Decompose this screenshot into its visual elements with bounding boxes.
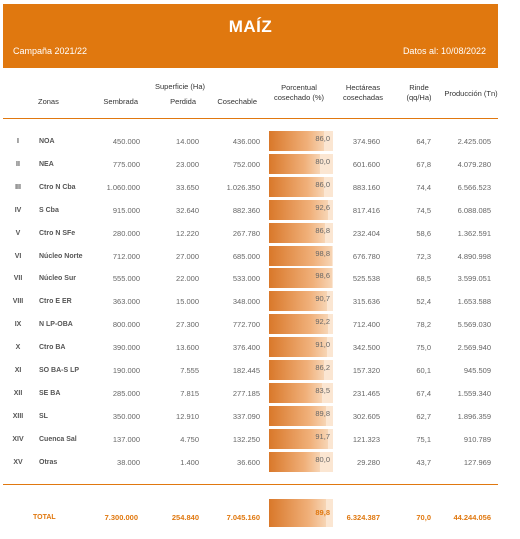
zone-name: Ctro N SFe xyxy=(39,229,76,237)
porcentual-bar xyxy=(269,383,333,403)
zone-number: XI xyxy=(14,367,22,374)
cell-sembrada: 38.000 xyxy=(117,457,140,467)
table-row xyxy=(3,131,498,153)
porcentual-value: 80,0 xyxy=(315,156,330,166)
cell-rinde: 52,4 xyxy=(416,297,431,307)
porcentual-value: 86,8 xyxy=(315,225,330,235)
cell-sembrada: 712.000 xyxy=(112,251,140,261)
zone-number: VIII xyxy=(12,298,24,306)
cell-perdida: 22.000 xyxy=(176,274,199,284)
cell-perdida: 4.750 xyxy=(180,434,199,444)
cell-rinde: 74,4 xyxy=(416,182,431,192)
table-row xyxy=(3,200,498,222)
zone-number: III xyxy=(15,183,21,191)
total-rinde: 70,0 xyxy=(416,513,431,522)
table-row xyxy=(3,383,498,405)
cell-sembrada: 555.000 xyxy=(112,274,140,284)
zone-name: Ctro N Cba xyxy=(39,183,76,191)
cell-hectareas: 157.320 xyxy=(352,366,380,375)
cell-perdida: 13.600 xyxy=(176,343,199,353)
porcentual-bar xyxy=(269,200,333,220)
cell-sembrada: 137.000 xyxy=(112,434,140,444)
porcentual-fill xyxy=(269,154,320,174)
table-row xyxy=(3,268,498,290)
porcentual-value: 92,6 xyxy=(315,202,330,212)
cell-hectareas: 601.600 xyxy=(352,159,380,169)
cell-perdida: 1.400 xyxy=(180,457,199,467)
cell-produccion: 4.079.280 xyxy=(457,159,491,169)
porcentual-bar xyxy=(269,268,333,288)
porcentual-bar xyxy=(269,246,333,266)
zone-name: NOA xyxy=(39,138,55,145)
cell-hectareas: 232.404 xyxy=(352,228,380,238)
cell-produccion: 3.599.051 xyxy=(457,274,491,284)
title-banner xyxy=(3,4,498,68)
porcentual-value: 86,0 xyxy=(315,179,330,189)
cell-rinde: 72,3 xyxy=(416,251,431,261)
header-perdida: Perdida xyxy=(170,97,196,106)
cell-hectareas: 676.780 xyxy=(352,251,380,261)
cell-rinde: 62,7 xyxy=(416,411,431,421)
porcentual-bar xyxy=(269,452,333,472)
table-row xyxy=(3,223,498,245)
cell-perdida: 27.300 xyxy=(176,320,199,330)
porcentual-value: 92,2 xyxy=(315,317,330,327)
cell-cosechable: 36.600 xyxy=(237,457,260,467)
page-title: MAÍZ xyxy=(228,17,273,36)
porcentual-bar xyxy=(269,406,333,426)
cell-cosechable: 685.000 xyxy=(232,251,260,261)
cell-produccion: 6.566.523 xyxy=(457,182,491,192)
cell-perdida: 12.910 xyxy=(176,411,199,421)
zone-number: VII xyxy=(13,275,23,283)
porcentual-bar xyxy=(269,337,333,357)
header-cosechable: Cosechable xyxy=(217,97,257,106)
data-date-label: Datos al: 10/08/2022 xyxy=(402,46,486,56)
cell-perdida: 7.555 xyxy=(180,366,199,375)
total-perdida: 254.840 xyxy=(171,513,199,522)
zone-name: NEA xyxy=(39,160,54,168)
total-divider xyxy=(3,484,498,485)
table-row xyxy=(3,406,498,428)
cell-produccion: 2.569.940 xyxy=(457,343,491,353)
table-row xyxy=(3,429,498,451)
header-sembrada: Sembrada xyxy=(103,97,138,106)
cell-sembrada: 285.000 xyxy=(112,388,140,398)
cell-cosechable: 882.360 xyxy=(232,205,260,215)
porcentual-value: 98,8 xyxy=(315,248,330,258)
cell-perdida: 15.000 xyxy=(176,297,199,307)
zone-number: XII xyxy=(13,389,23,397)
porcentual-bar xyxy=(269,291,333,311)
cell-sembrada: 390.000 xyxy=(112,343,140,353)
cell-hectareas: 712.400 xyxy=(352,320,380,330)
zone-name: Ctro E ER xyxy=(39,298,72,306)
porcentual-bar xyxy=(269,154,333,174)
cell-hectareas: 315.636 xyxy=(352,297,380,307)
cell-sembrada: 190.000 xyxy=(112,366,140,375)
table-row xyxy=(3,154,498,176)
cell-perdida: 33.650 xyxy=(176,182,199,192)
porcentual-fill xyxy=(269,452,320,472)
header-hectareas: Hectáreas cosechadas xyxy=(342,83,384,102)
header-produccion: Producción (Tn) xyxy=(444,89,498,98)
table-row xyxy=(3,246,498,268)
zone-number: VI xyxy=(14,252,22,260)
porcentual-value: 91,0 xyxy=(315,340,330,350)
zone-number: IV xyxy=(14,206,22,214)
zone-number: II xyxy=(16,160,20,168)
cell-produccion: 945.509 xyxy=(463,366,491,375)
campaign-label: Campaña 2021/22 xyxy=(13,46,88,56)
total-porcentual-value: 89,8 xyxy=(315,508,330,517)
header-divider xyxy=(3,118,498,119)
cell-perdida: 12.220 xyxy=(176,228,199,238)
zone-number: XIV xyxy=(12,435,24,443)
total-hectareas: 6.324.387 xyxy=(346,513,380,522)
table-row xyxy=(3,177,498,199)
cell-cosechable: 1.026.350 xyxy=(226,182,260,192)
cell-produccion: 1.362.591 xyxy=(457,228,491,238)
porcentual-bar xyxy=(269,131,333,151)
zone-number: I xyxy=(17,138,19,145)
zone-name: Núcleo Norte xyxy=(39,252,83,260)
total-produccion: 44.244.056 xyxy=(453,513,491,522)
cell-rinde: 74,5 xyxy=(416,205,431,215)
table-row xyxy=(3,314,498,336)
zone-number: XV xyxy=(13,458,23,466)
porcentual-value: 80,0 xyxy=(315,454,330,464)
porcentual-value: 98,6 xyxy=(315,271,330,281)
cell-produccion: 127.969 xyxy=(463,457,491,467)
cell-sembrada: 450.000 xyxy=(112,137,140,146)
cell-hectareas: 883.160 xyxy=(352,182,380,192)
total-porcentual-bar xyxy=(269,499,333,527)
zone-name: N LP-OBA xyxy=(39,321,73,329)
zone-name: Núcleo Sur xyxy=(39,275,76,283)
cell-rinde: 64,7 xyxy=(416,137,431,146)
porcentual-value: 91,7 xyxy=(315,431,330,441)
cell-produccion: 2.425.005 xyxy=(457,137,491,146)
table-row xyxy=(3,291,498,313)
cell-sembrada: 363.000 xyxy=(112,297,140,307)
cell-produccion: 1.896.359 xyxy=(457,411,491,421)
porcentual-bar xyxy=(269,177,333,197)
zone-name: Ctro BA xyxy=(39,344,66,352)
cell-cosechable: 376.400 xyxy=(232,343,260,353)
zone-name: Otras xyxy=(39,458,58,466)
cell-rinde: 60,1 xyxy=(416,366,431,375)
porcentual-bar xyxy=(269,429,333,449)
header-zonas: Zonas xyxy=(38,97,59,106)
zone-name: SO BA-S LP xyxy=(39,367,80,374)
cell-rinde: 68,5 xyxy=(416,274,431,284)
cell-rinde: 78,2 xyxy=(416,320,431,330)
total-label: TOTAL xyxy=(33,514,56,521)
cell-perdida: 14.000 xyxy=(176,137,199,146)
cell-hectareas: 29.280 xyxy=(357,457,380,467)
cell-sembrada: 775.000 xyxy=(112,159,140,169)
cell-hectareas: 342.500 xyxy=(352,343,380,353)
total-row xyxy=(3,507,498,529)
porcentual-value: 89,8 xyxy=(315,408,330,418)
cell-hectareas: 525.538 xyxy=(352,274,380,284)
cell-perdida: 27.000 xyxy=(176,251,199,261)
cell-hectareas: 121.323 xyxy=(352,434,380,444)
porcentual-bar xyxy=(269,360,333,380)
zone-name: SE BA xyxy=(39,389,61,397)
cell-cosechable: 337.090 xyxy=(232,411,260,421)
cell-cosechable: 182.445 xyxy=(232,366,260,375)
cell-perdida: 23.000 xyxy=(176,159,199,169)
cell-produccion: 4.890.998 xyxy=(457,251,491,261)
cell-hectareas: 817.416 xyxy=(352,205,380,215)
header-porcentual: Porcentual cosechado (%) xyxy=(273,83,325,102)
cell-hectareas: 374.960 xyxy=(352,137,380,146)
cell-rinde: 67,4 xyxy=(416,388,431,398)
cell-rinde: 75,1 xyxy=(416,434,431,444)
cell-cosechable: 436.000 xyxy=(232,137,260,146)
porcentual-value: 86,2 xyxy=(315,363,330,372)
table-row xyxy=(3,360,498,382)
cell-produccion: 5.569.030 xyxy=(457,320,491,330)
cell-perdida: 7.815 xyxy=(180,388,199,398)
cell-perdida: 32.640 xyxy=(176,205,199,215)
porcentual-bar xyxy=(269,223,333,243)
cell-sembrada: 800.000 xyxy=(112,320,140,330)
zone-name: SL xyxy=(39,412,48,420)
cell-produccion: 910.789 xyxy=(463,434,491,444)
zone-number: XIII xyxy=(12,412,24,420)
cell-sembrada: 1.060.000 xyxy=(106,182,140,192)
cell-rinde: 67,8 xyxy=(416,159,431,169)
cell-sembrada: 280.000 xyxy=(112,228,140,238)
porcentual-bar xyxy=(269,314,333,334)
cell-cosechable: 132.250 xyxy=(232,434,260,444)
cell-produccion: 6.088.085 xyxy=(457,205,491,215)
cell-cosechable: 267.780 xyxy=(232,228,260,238)
porcentual-value: 90,7 xyxy=(315,294,330,304)
cell-sembrada: 350.000 xyxy=(112,411,140,421)
cell-cosechable: 772.700 xyxy=(232,320,260,330)
porcentual-value: 83,5 xyxy=(315,385,330,395)
total-cosechable: 7.045.160 xyxy=(226,513,260,522)
header-superficie: Superficie (Ha) xyxy=(154,82,206,91)
cell-produccion: 1.653.588 xyxy=(457,297,491,307)
cell-sembrada: 915.000 xyxy=(112,205,140,215)
zone-number: IX xyxy=(14,321,22,329)
total-sembrada: 7.300.000 xyxy=(104,513,138,522)
cell-cosechable: 348.000 xyxy=(232,297,260,307)
header-rinde: Rinde (qq/Ha) xyxy=(406,83,432,102)
cell-rinde: 43,7 xyxy=(416,457,431,467)
porcentual-value: 86,0 xyxy=(315,134,330,143)
cell-rinde: 75,0 xyxy=(416,343,431,353)
zone-number: X xyxy=(15,344,21,352)
cell-hectareas: 231.465 xyxy=(352,388,380,398)
zone-name: Cuenca Sal xyxy=(39,435,77,443)
cell-cosechable: 752.000 xyxy=(232,159,260,169)
cell-hectareas: 302.605 xyxy=(352,411,380,421)
cell-produccion: 1.559.340 xyxy=(457,388,491,398)
table-row xyxy=(3,337,498,359)
cell-cosechable: 277.185 xyxy=(232,388,260,398)
zone-number: V xyxy=(15,229,21,237)
cell-cosechable: 533.000 xyxy=(232,274,260,284)
zone-name: S Cba xyxy=(39,206,59,214)
table-row xyxy=(3,452,498,474)
cell-rinde: 58,6 xyxy=(416,228,431,238)
